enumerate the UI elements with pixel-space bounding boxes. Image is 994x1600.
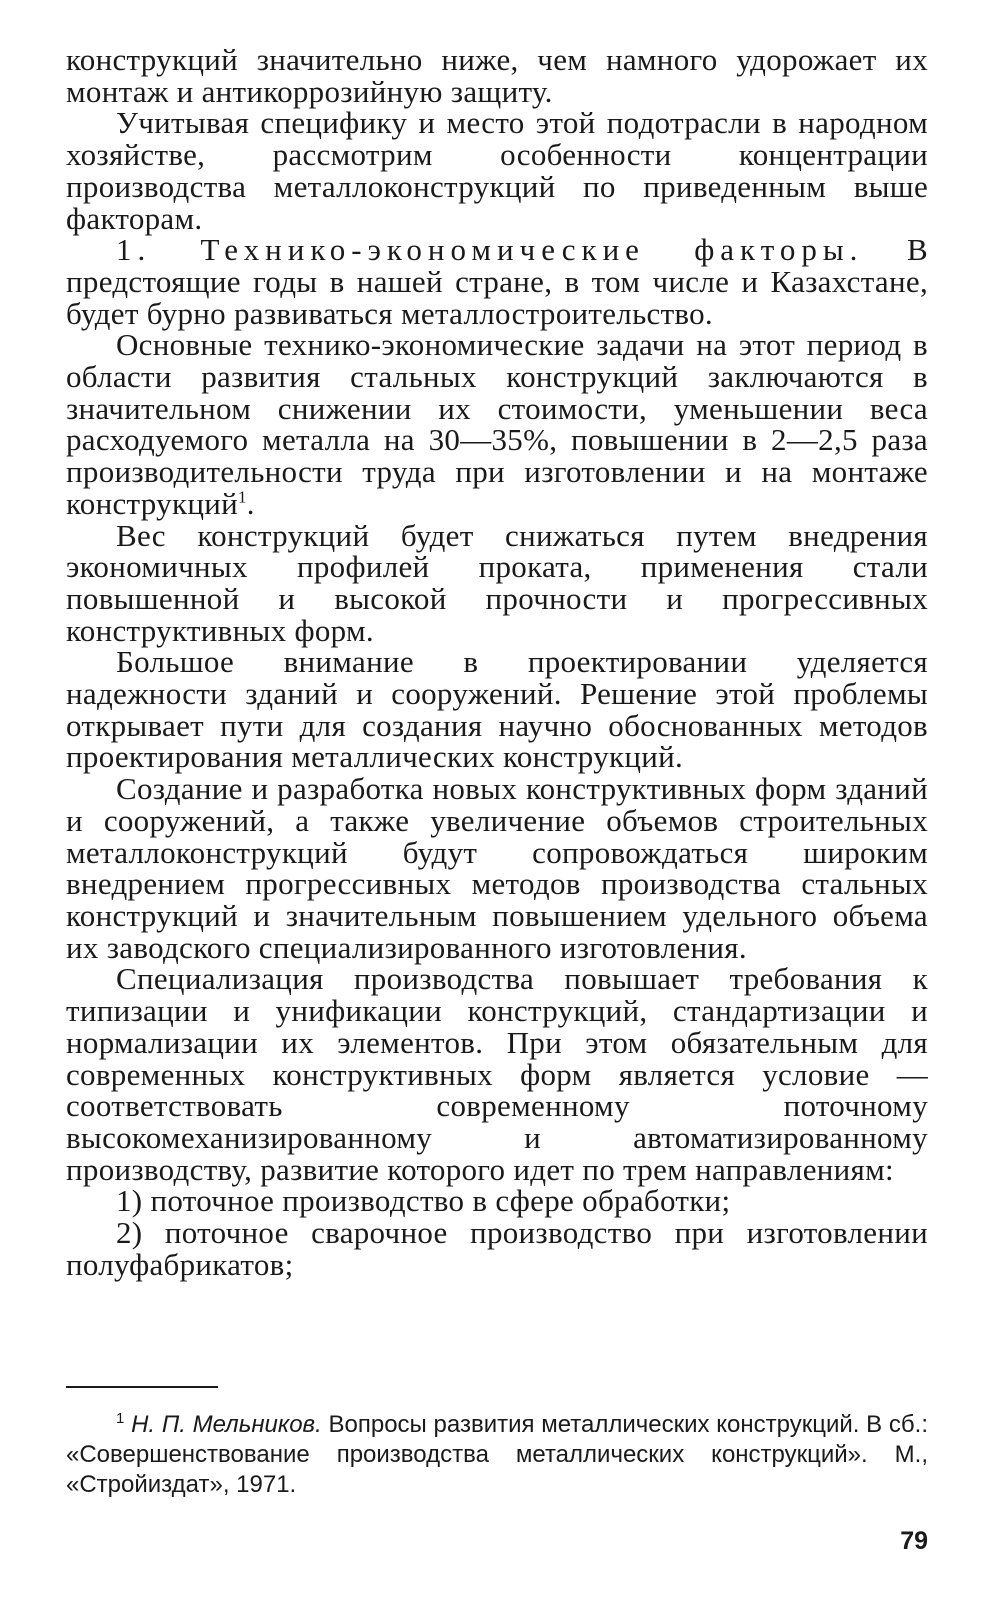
paragraph: Создание и разработка новых конструктивных форм зданий и сооружений, а также увеличение объемов строительных металлоконструкций будут сопровождаться широким внедрением прогрессивных методов производства стальных конструкций и значительным повышением удельного объема их заводского специализированного изготовления.: [66, 771, 928, 965]
section-heading-technical-economic: 1. Технико-экономические факторы.: [116, 232, 864, 268]
paragraph-tasks: [66, 329, 928, 519]
paragraph-continuation: конструкций значительно ниже, чем намного удорожает их монтаж и антикоррозийную защиту.: [66, 42, 928, 109]
paragraph-end: .: [246, 485, 255, 521]
paragraph-text: В предстоящие годы в нашей стране, в том числе и Казахстане, будет бурно развиваться металлостроительство.: [66, 232, 929, 331]
paragraph: Большое внимание в проектировании уделяется надежности зданий и сооружений. Решение этой проблемы открывает пути для создания научно обоснованных методов проектирования металлических конструкций.: [66, 644, 928, 775]
footnote: [66, 1410, 928, 1500]
section-paragraph-technical-economic: [66, 234, 928, 329]
page-number: 79: [900, 1527, 928, 1555]
footnote-divider: [66, 1386, 218, 1388]
paragraph: Учитывая специфику и место этой подотрасли в народном хозяйстве, рассмотрим особенности концентрации производства металлоконструкций по приведенным выше факторам.: [66, 105, 928, 236]
list-item: 1) поточное производство в сфере обработки;: [116, 1183, 731, 1219]
footnote-author: Н. П. Мельников.: [131, 1411, 322, 1438]
footnote-marker: 1: [116, 1410, 125, 1427]
paragraph-text: Основные технико-экономические задачи на этот период в области развития стальных конструкций заключаются в значительном снижении их стоимости, уменьшении веса расходуемого металла на 30—35%, повышении в 2—2,5 раза производительности труда при изготовлении и на монтаже конструкций: [66, 327, 928, 521]
list-item: 2) поточное сварочное производство при изготовлении полуфабрикатов;: [66, 1215, 928, 1282]
footnote-reference: 1: [237, 487, 247, 507]
paragraph: Вес конструкций будет снижаться путем внедрения экономичных профилей проката, применения стали повышенной и высокой прочности и прогрессивных конструктивных форм.: [66, 517, 928, 648]
paragraph: Специализация производства повышает требования к типизации и унификации конструкций, стандартизации и нормализации их элементов. При этом обязательным для современных конструктивных форм является условие — соответствовать современному поточному высокомеханизированному и автоматизированному производству, развитие которого идет по трем направлениям:: [66, 961, 928, 1187]
page-body: [66, 44, 928, 1280]
footnote-text: Вопросы развития металлических конструкций. В сб.: «Совершенствование производства металлических конструкций». М., «Стройиздат», 1971.: [66, 1411, 929, 1498]
